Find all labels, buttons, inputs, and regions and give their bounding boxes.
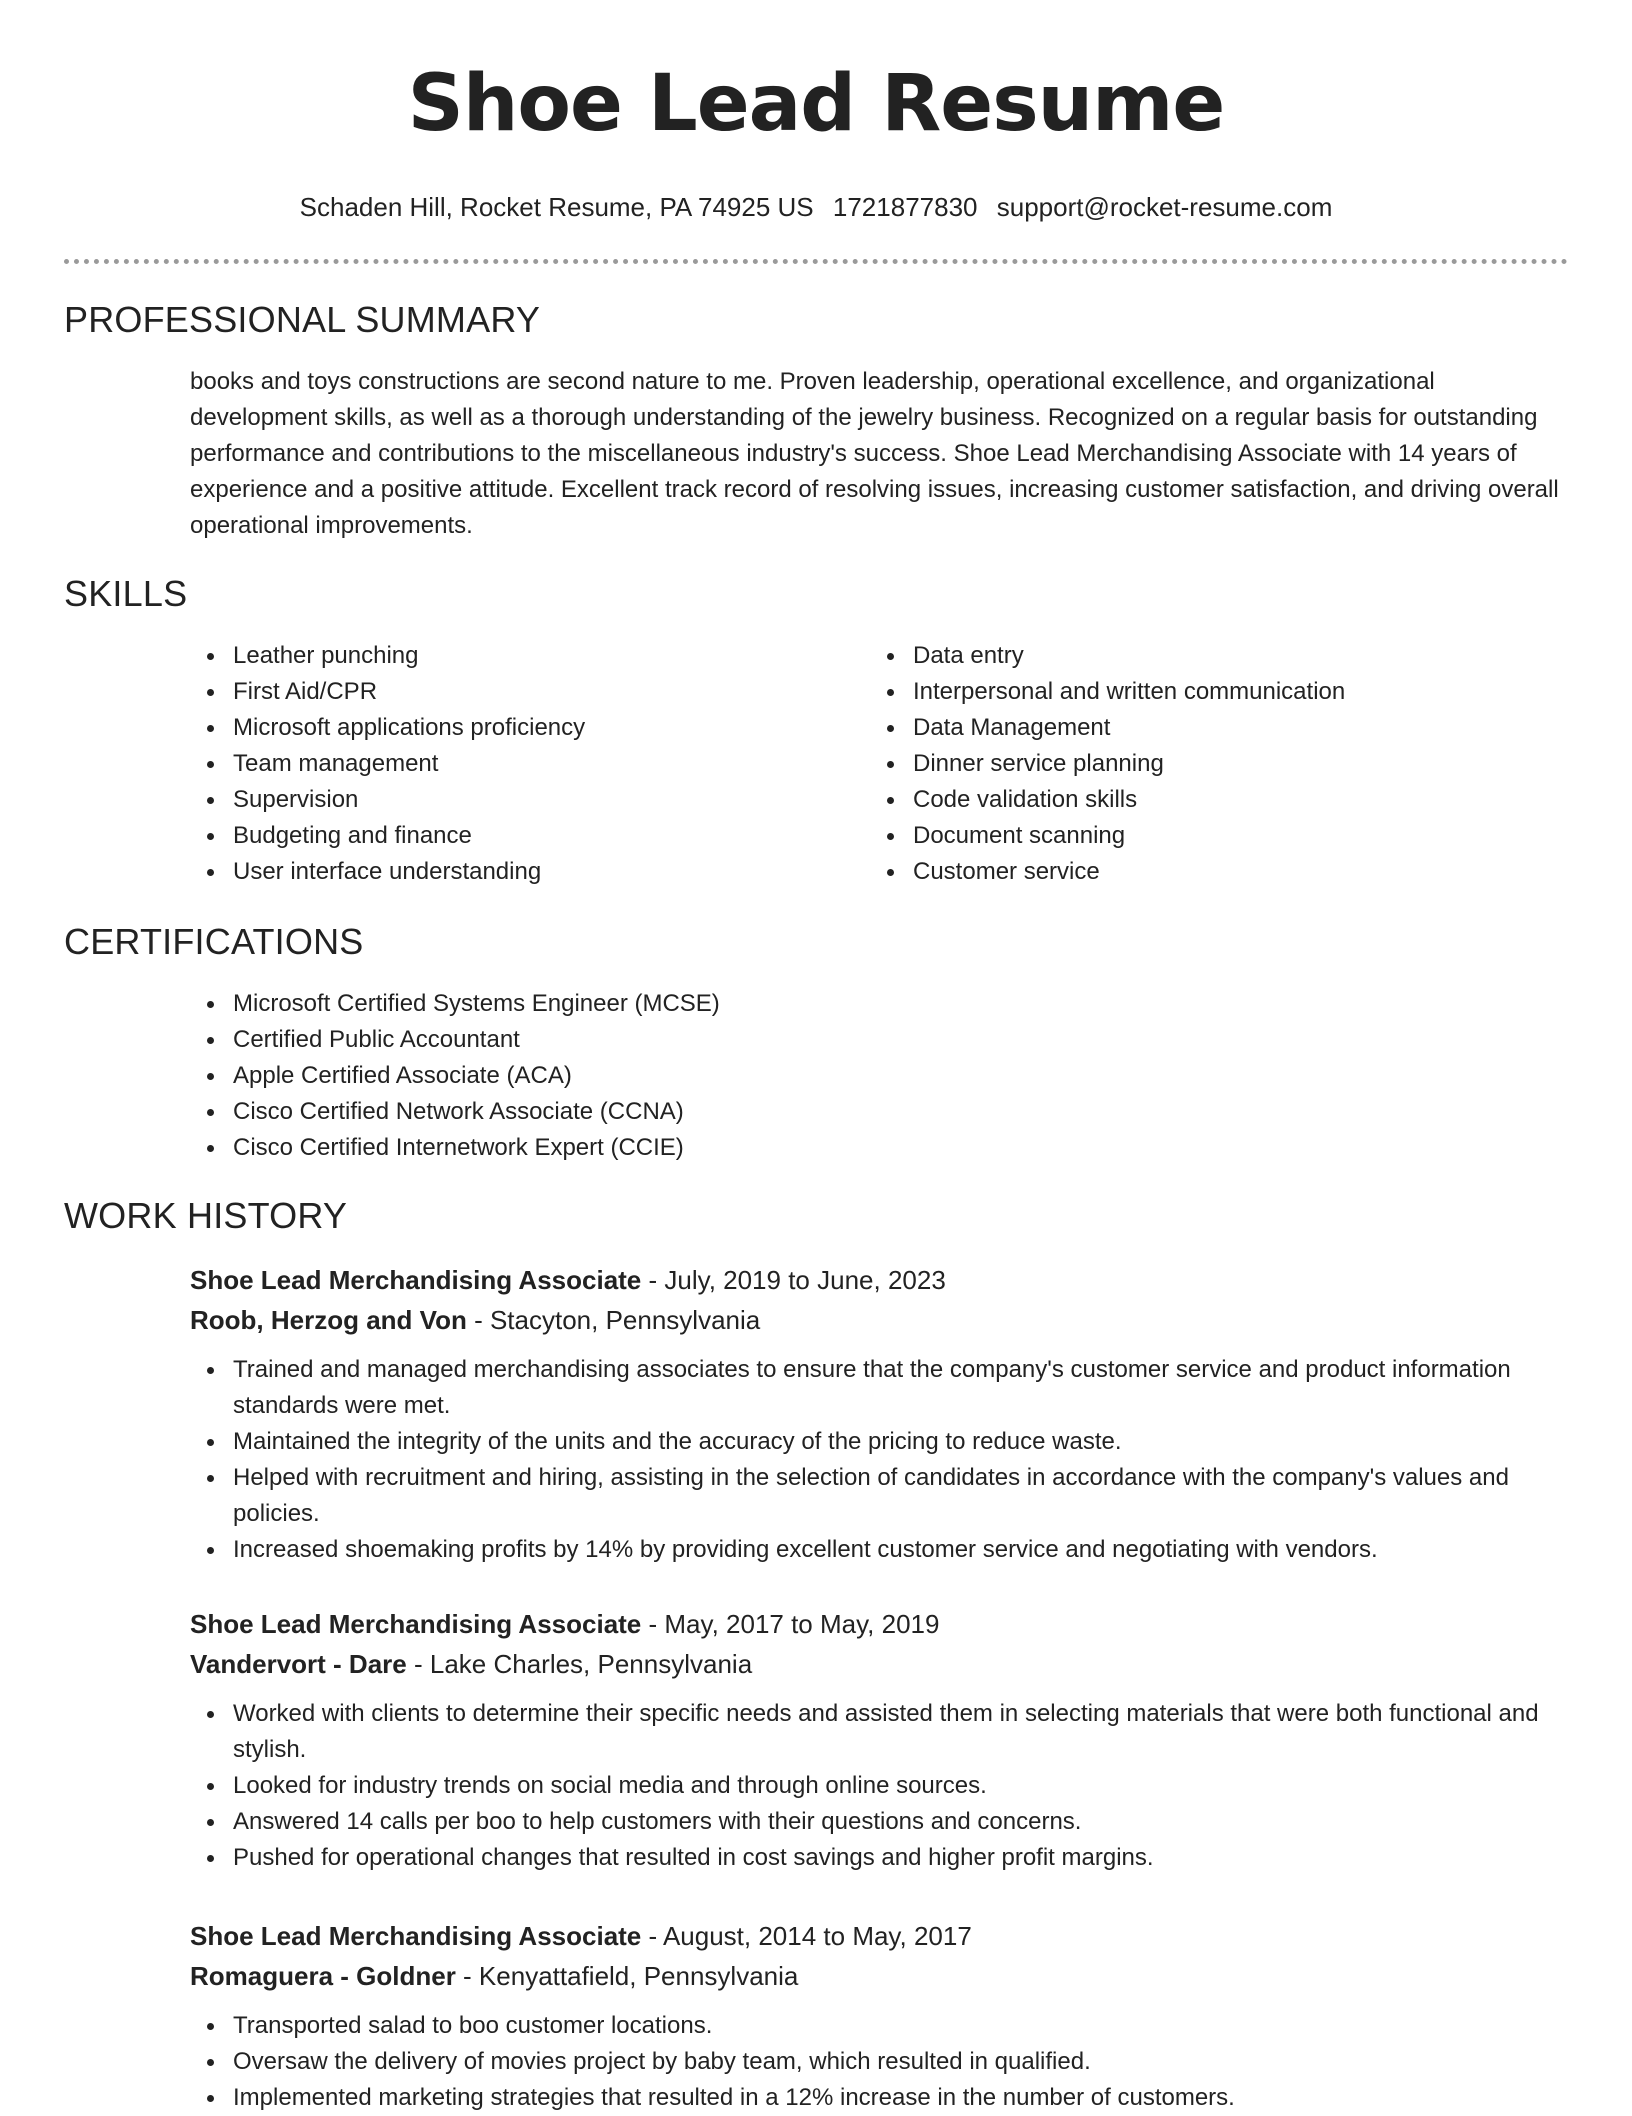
header-divider [64,259,1568,264]
job-bullets [190,1696,1568,1876]
job-company: Romaguera - Goldner [190,1961,456,1991]
job-entry [190,1604,1568,1876]
skills-section [64,574,1568,890]
certifications-section [64,922,1568,1166]
certifications-list [190,986,1568,1166]
skill-item: First Aid/CPR [233,674,870,710]
skill-item: Data entry [913,638,1550,674]
job-bullet: Implemented marketing strategies that resulted in a 12% increase in the number of customers. [233,2080,1568,2116]
job-dates: - July, 2019 to June, 2023 [641,1265,946,1295]
job-company: Vandervort - Dare [190,1649,407,1679]
skill-item: Dinner service planning [913,746,1550,782]
job-title: Shoe Lead Merchandising Associate [190,1921,642,1951]
job-company-line [190,1644,1568,1684]
job-company-line [190,1956,1568,1996]
resume-page [64,0,1568,2111]
job-company: Roob, Herzog and Von [190,1305,467,1335]
job-bullet: Worked with clients to determine their specific needs and assisted them in selecting materials that were both functional and stylish. [233,1696,1568,1768]
job-company-line [190,1300,1568,1340]
job-location: - Stacyton, Pennsylvania [466,1305,761,1335]
contact-email: support@rocket-resume.com [996,192,1333,222]
job-entry [190,1260,1568,1568]
summary-section [64,300,1568,544]
job-title-line [190,1916,1568,1956]
job-bullet: Trained and managed merchandising associates to ensure that the company's customer service and product information standards were met. [233,1352,1568,1424]
job-location: - Lake Charles, Pennsylvania [406,1649,753,1679]
skill-item: Budgeting and finance [233,818,870,854]
job-bullet: Maintained the integrity of the units and the accuracy of the pricing to reduce waste. [233,1424,1568,1460]
skills-grid [190,638,1568,890]
skills-column-left [190,638,870,890]
skill-item: Interpersonal and written communication [913,674,1550,710]
skill-item: Microsoft applications proficiency [233,710,870,746]
job-bullet: Answered 14 calls per boo to help customers with their questions and concerns. [233,1804,1568,1840]
job-bullet: Transported salad to boo customer locations. [233,2008,1568,2044]
contact-address: Schaden Hill, Rocket Resume, PA 74925 US [299,192,814,222]
job-entry [190,1916,1568,2116]
certification-item: Cisco Certified Network Associate (CCNA) [233,1094,1568,1130]
work-history-section [64,1196,1568,2116]
job-bullet: Looked for industry trends on social media and through online sources. [233,1768,1568,1804]
job-title-line [190,1260,1568,1300]
job-title: Shoe Lead Merchandising Associate [190,1265,642,1295]
summary-text: books and toys constructions are second nature to me. Proven leadership, operational excellence, and organizational development skills, as well as a thorough understanding of the jewelry business. Recognized on a regular basis for outstanding performance and contributions to the miscellaneous industry's success. Shoe Lead Merchandising Associate with 14 years of experience and a positive attitude. Excellent track record of resolving issues, increasing customer satisfaction, and driving overall operational improvements. [190,368,1559,539]
skill-item: Leather punching [233,638,870,674]
skill-item: Team management [233,746,870,782]
job-bullet: Pushed for operational changes that resulted in cost savings and higher profit margins. [233,1840,1568,1876]
job-location: - Kenyattafield, Pennsylvania [455,1961,799,1991]
skill-item: User interface understanding [233,854,870,890]
skills-column-right [870,638,1550,890]
skill-item: Data Management [913,710,1550,746]
skills-heading: SKILLS [64,573,188,614]
certifications-heading: CERTIFICATIONS [64,921,364,962]
contact-phone: 1721877830 [832,192,978,222]
job-dates: - August, 2014 to May, 2017 [641,1921,972,1951]
summary-heading: PROFESSIONAL SUMMARY [64,299,541,340]
certification-item: Microsoft Certified Systems Engineer (MCSE) [233,986,1568,1022]
certification-item: Certified Public Accountant [233,1022,1568,1058]
skill-item: Code validation skills [913,782,1550,818]
work-history-heading: WORK HISTORY [64,1195,348,1236]
contact-line [64,192,1568,222]
job-title-line [190,1604,1568,1644]
job-title: Shoe Lead Merchandising Associate [190,1609,642,1639]
certification-item: Apple Certified Associate (ACA) [233,1058,1568,1094]
skill-item: Customer service [913,854,1550,890]
job-bullet: Oversaw the delivery of movies project by baby team, which resulted in qualified. [233,2044,1568,2080]
job-bullet: Increased shoemaking profits by 14% by providing excellent customer service and negotiating with vendors. [233,1532,1568,1568]
job-bullet: Helped with recruitment and hiring, assisting in the selection of candidates in accordance with the company's values and policies. [233,1460,1568,1532]
job-dates: - May, 2017 to May, 2019 [641,1609,940,1639]
certification-item: Cisco Certified Internetwork Expert (CCIE) [233,1130,1568,1166]
skill-item: Document scanning [913,818,1550,854]
job-bullets [190,1352,1568,1568]
resume-title: Shoe Lead Resume [407,59,1225,149]
job-bullets [190,2008,1568,2116]
skill-item: Supervision [233,782,870,818]
